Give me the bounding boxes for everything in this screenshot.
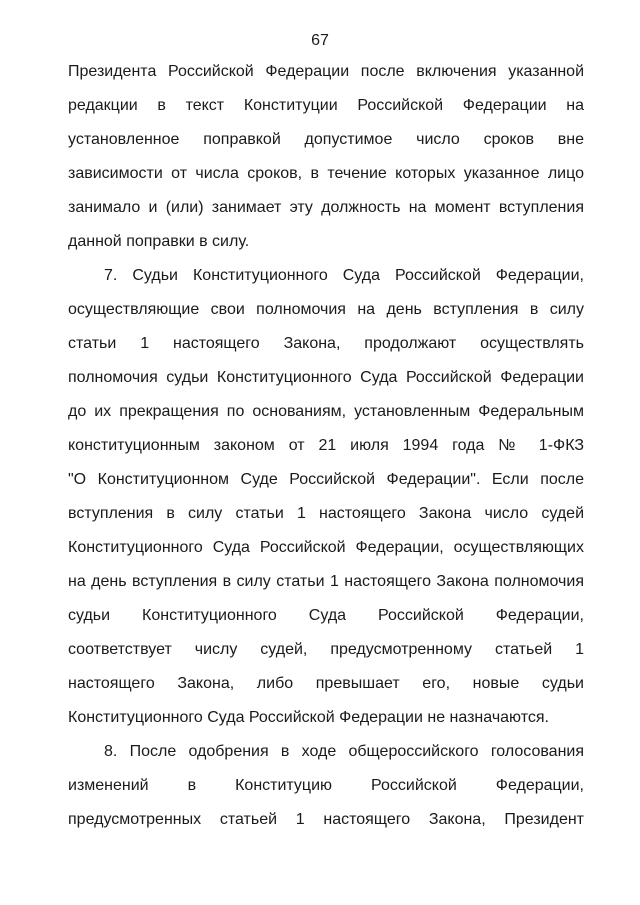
paragraph-1-line-6: данной поправки в силу. [68,233,250,250]
paragraph-7-line-14: Конституционного Суда Российской Федерации не назначаются. [68,709,549,726]
paragraph-1-line-2: редакции в текст Конституции Российской Федерации на [68,97,584,114]
paragraph-7-line-1: 7. Судьи Конституционного Суда Российской Федерации, [104,267,584,284]
paragraph-1-line-3: установленное поправкой допустимое число сроков вне [68,131,584,148]
paragraph-7-line-2: осуществляющие свои полномочия на день вступления в силу [68,301,584,318]
paragraph-7-line-10: на день вступления в силу статьи 1 настоящего Закона полномочия [68,573,584,590]
paragraph-1-line-5: занимало и (или) занимает эту должность на момент вступления [68,199,584,216]
paragraph-7-line-8: вступления в силу статьи 1 настоящего Закона число судей [68,505,584,522]
paragraph-8-line-1: 8. После одобрения в ходе общероссийского голосования [104,743,584,760]
paragraph-7-line-4: полномочия судьи Конституционного Суда Российской Федерации [68,369,584,386]
paragraph-7-line-5: до их прекращения по основаниям, установленным Федеральным [68,403,584,420]
page-number: 67 [311,32,329,49]
paragraph-7-line-13: настоящего Закона, либо превышает его, новые судьи [68,675,584,692]
paragraph-7-line-9: Конституционного Суда Российской Федерации, осуществляющих [68,539,584,556]
paragraph-7-line-12: соответствует числу судей, предусмотренному статьей 1 [68,641,584,658]
paragraph-1-line-4: зависимости от числа сроков, в течение которых указанное лицо [68,165,584,182]
paragraph-8-line-2: изменений в Конституцию Российской Федерации, [68,777,584,794]
paragraph-8-line-3: предусмотренных статьей 1 настоящего Закона, Президент [68,811,584,828]
paragraph-1-line-1: Президента Российской Федерации после включения указанной [68,63,584,80]
paragraph-7-line-3: статьи 1 настоящего Закона, продолжают осуществлять [68,335,584,352]
paragraph-7-line-11: судьи Конституционного Суда Российской Федерации, [68,607,584,624]
paragraph-7-line-7: "О Конституционном Суде Российской Федерации". Если после [68,471,584,488]
paragraph-7-line-6: конституционным законом от 21 июля 1994 года № 1-ФКЗ [68,437,584,454]
